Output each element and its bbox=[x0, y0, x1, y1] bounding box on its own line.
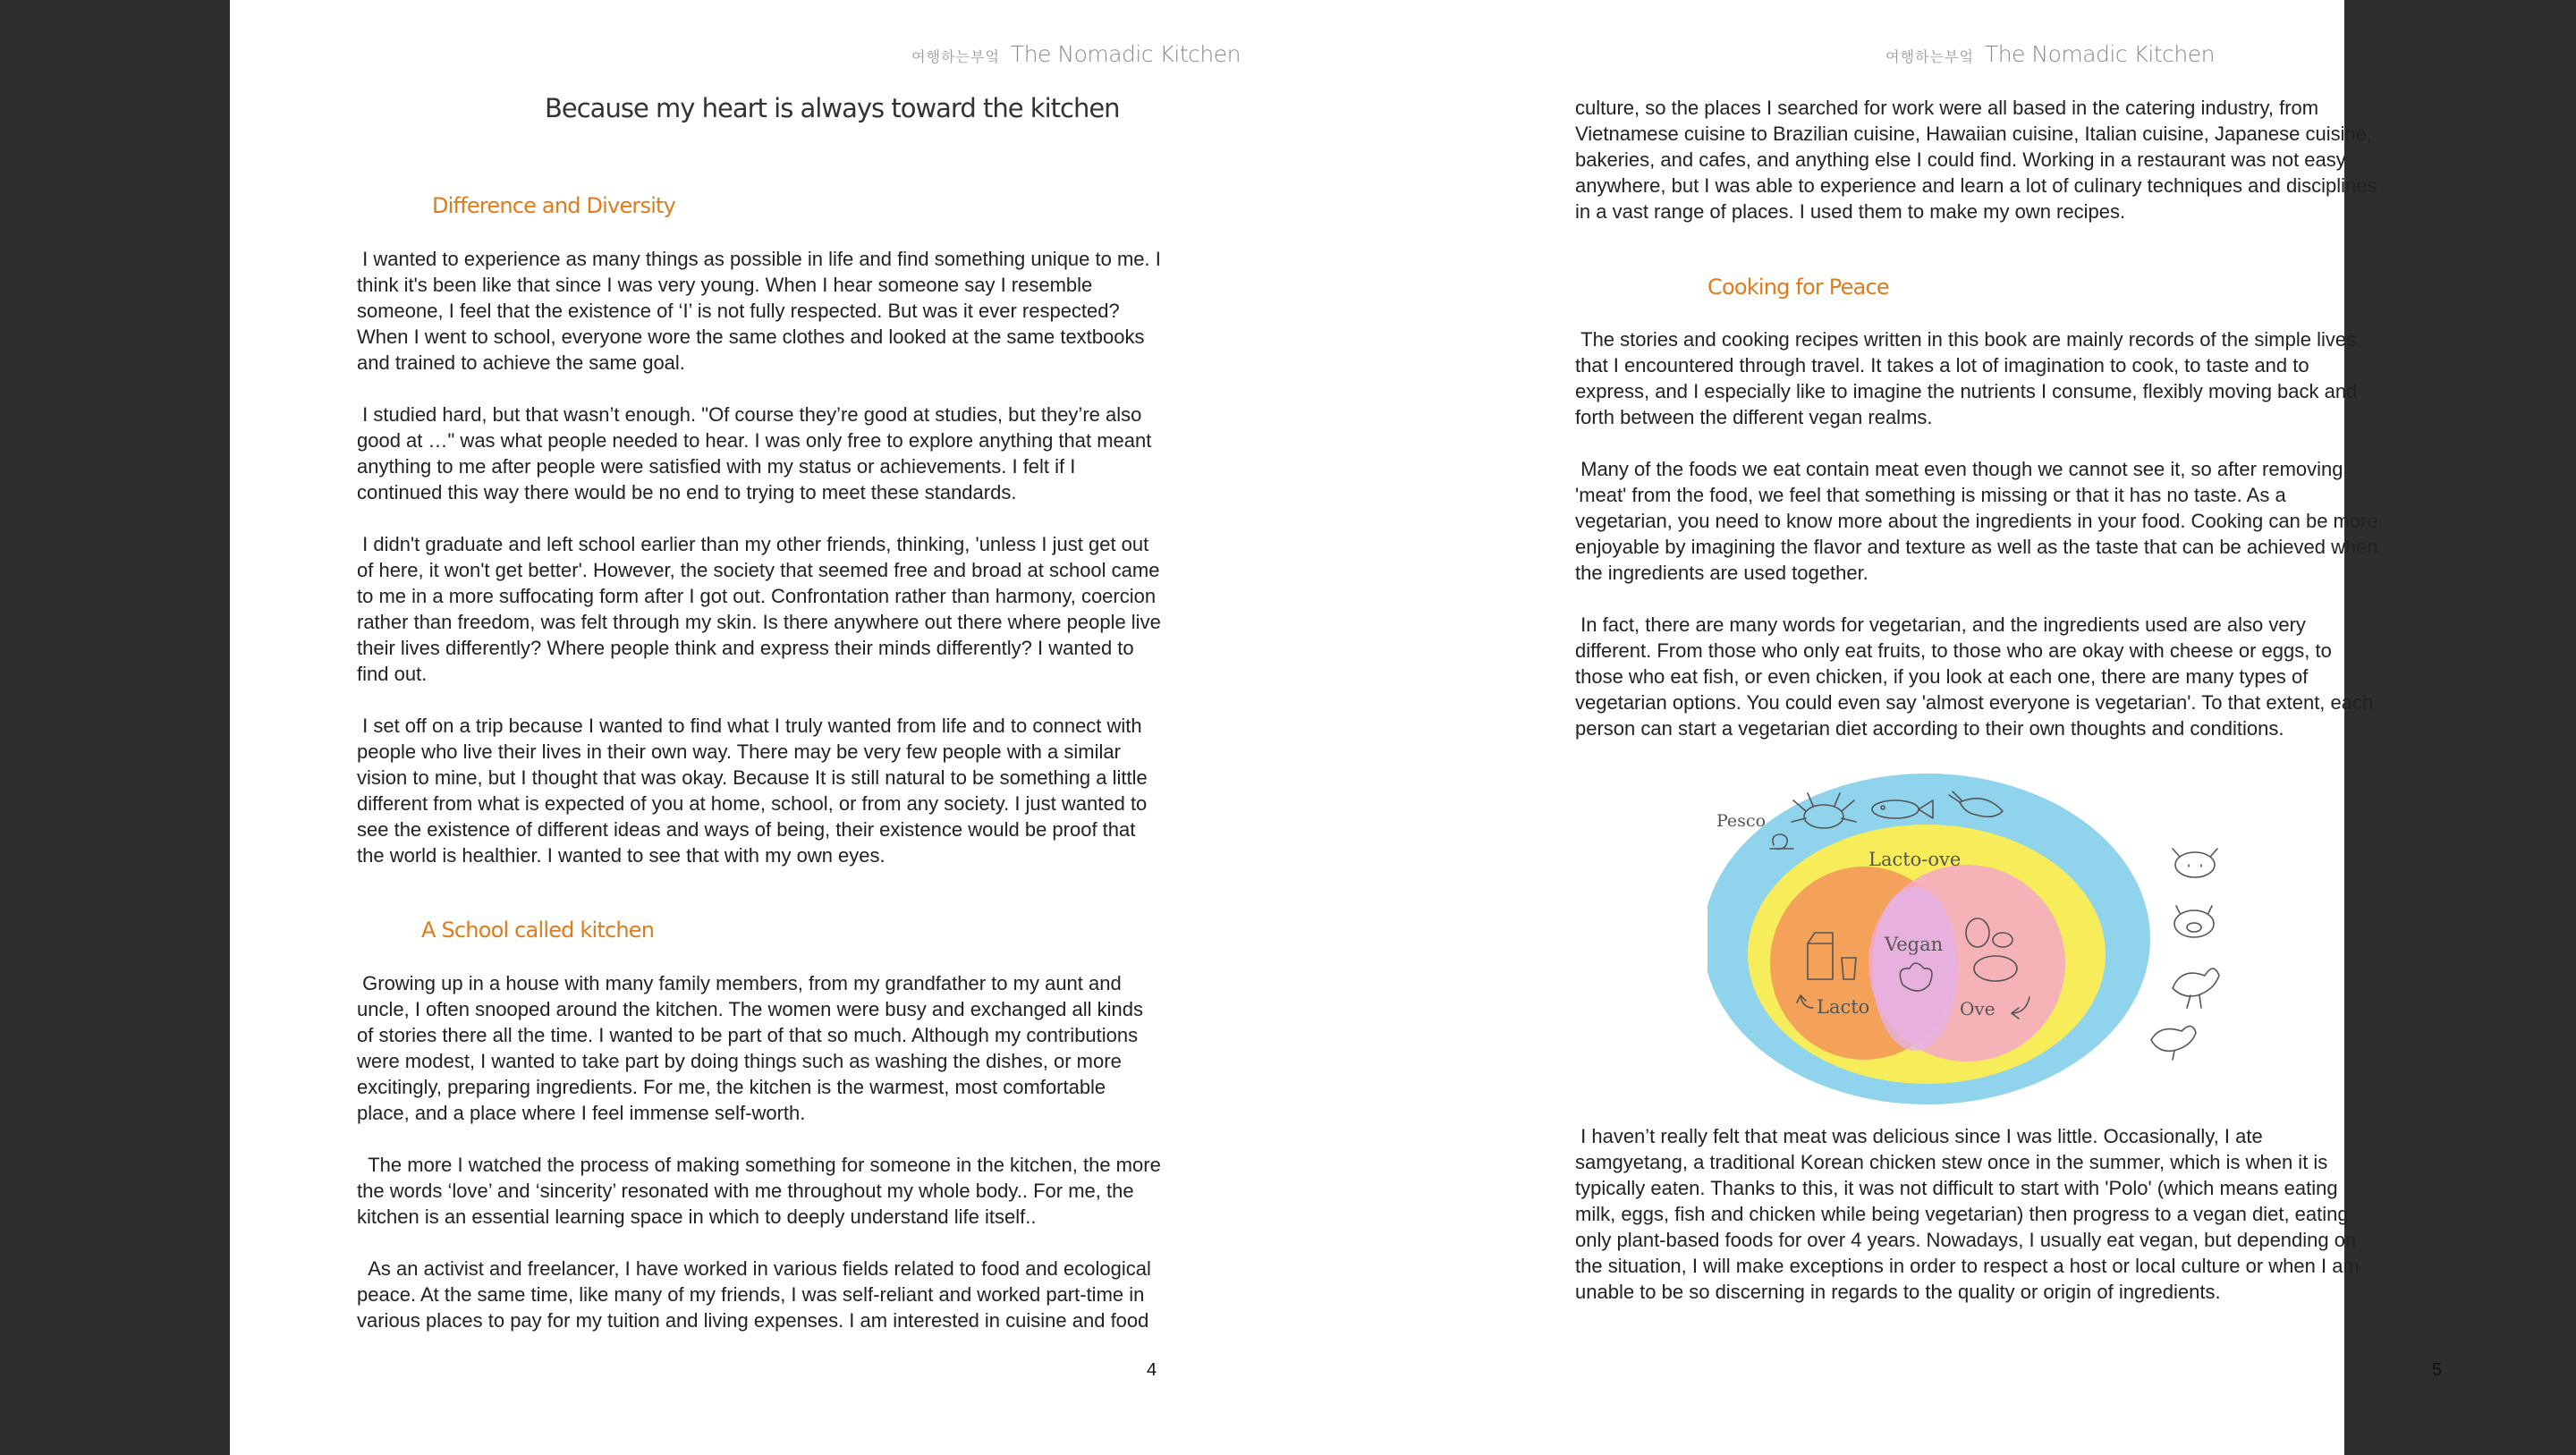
paragraph: The more I watched the process of making something for someone in the kitchen, the more the words ‘love’ and ‘sincerity’ resonated with me throughout my whole body.. For me, the kitchen is an essential learning space in which to deeply understand life itself.. bbox=[357, 1154, 1166, 1228]
section-heading-cooking: Cooking for Peace bbox=[1707, 275, 1889, 300]
paragraph: The stories and cooking recipes written in this book are mainly records of the simple lives that I encountered through travel. It takes a lot of imagination to cook, to taste and to express, and I especially like to imagine the nutrients I consume, flexibly moving back and forth between the different vegan realms. bbox=[1575, 328, 2363, 428]
section-school-body bbox=[357, 970, 1166, 1333]
left-running-header bbox=[911, 41, 1241, 67]
section-difference-body bbox=[357, 246, 1167, 868]
paragraph: I haven’t really felt that meat was delicious since I was little. Occasionally, I ate samgyetang, a traditional Korean chicken stew once in the summer, which is when it is typically eaten. Thanks to this, it was not difficult to start with 'Polo' (which means eating milk, eggs, fish and chicken while being vegetarian) then progress to a vegan diet, eating only plant-based foods for over 4 years. Nowadays, I usually eat vegan, but depending on the situation, I will make exceptions in order to respect a host or local culture or when I am unable to be so discerning in regards to the quality or origin of ingredients. bbox=[1575, 1125, 2365, 1303]
paragraph: I set off on a trip because I wanted to find what I truly wanted from life and to connect with people who live their lives in their own way. There may be very few people with a similar vision to mine, but I thought that was okay. Because It is still natural to be something a little different from what is expected of you at home, school, or from any society. I just wanted to see the existence of different ideas and ways of being, their existence would be proof that the world is healthier. I wanted to see that with my own eyes. bbox=[357, 715, 1153, 867]
diagram-label-lacto: Lacto bbox=[1817, 996, 1870, 1018]
book-title: The Nomadic Kitchen bbox=[1010, 41, 1241, 67]
page-number: 4 bbox=[1147, 1360, 1157, 1380]
chicken-icon bbox=[2173, 969, 2219, 1008]
paragraph: culture, so the places I searched for work were all based in the catering industry, from Vietnamese cuisine to Brazilian cuisine, Hawaiian cuisine, Italian cuisine, Japanese cuisine, bakeries, and cafes, and anything else I could find. Working in a restaurant was not easy anywhere, but I was able to experience and learn a lot of culinary techniques and disciplines in a vast range of places. I used them to make my own recipes. bbox=[1575, 97, 2383, 223]
chapter-title: Because my heart is always toward the kitchen bbox=[545, 93, 1120, 123]
section-cooking-body bbox=[1575, 326, 2384, 741]
paragraph: Growing up in a house with many family members, from my grandfather to my aunt and uncle, I often snooped around the kitchen. The women were busy and exchanged all kinds of stories there all the time. I wanted to be part of that so much. Although my contributions were modest, I wanted to take part by doing things such as washing the dishes, or more excitingly, preparing ingredients. For me, the kitchen is the warmest, most comfortable place, and a place where I feel immense self-worth. bbox=[357, 972, 1149, 1124]
paragraph: I wanted to experience as many things as possible in life and find something unique to me. I think it's been like that since I was very young. When I hear someone say I resemble someone, I feel that the existence of ‘I’ is not fully respected. But was it ever respected? When I went to school, everyone wore the same clothes and looked at the same textbooks and trained to achieve the same goal. bbox=[357, 248, 1167, 374]
book-spread bbox=[230, 0, 2443, 1455]
diagram-label-vegan: Vegan bbox=[1885, 934, 1944, 955]
paragraph: In fact, there are many words for vegetarian, and the ingredients used are also very different. From those who only eat fruits, to those who are okay with cheese or eggs, to those who eat fish, or even chicken, if you look at each one, there are many types of vegetarian options. You could even say 'almost everyone is vegetarian'. To that extent, each person can start a vegetarian diet according to their own thoughts and conditions. bbox=[1575, 613, 2379, 740]
vegan-overlap bbox=[1872, 886, 1958, 1051]
korean-subtitle: 여행하는부엌 bbox=[1885, 50, 1974, 65]
book-title: The Nomadic Kitchen bbox=[1984, 41, 2215, 67]
right-page bbox=[1287, 0, 2443, 1455]
paragraph: I didn't graduate and left school earlier than my other friends, thinking, 'unless I just get out of here, it won't get better'. However, the society that seemed free and broad at school came to me in a more suffocating form after I got out. Confrontation rather than harmony, coercion rather than freedom, was felt through my skin. Is there anywhere out there where people live their lives differently? Where people think and express their minds differently? I wanted to find out. bbox=[357, 533, 1166, 685]
section-heading-school: A School called kitchen bbox=[421, 918, 655, 943]
pig-icon bbox=[2174, 906, 2214, 937]
bird-icon bbox=[2151, 1026, 2196, 1060]
diagram-label-lacto-ove: Lacto-ove bbox=[1868, 849, 1962, 870]
vegetarian-diet-diagram bbox=[1707, 756, 2244, 1104]
cow-icon bbox=[2173, 849, 2217, 877]
paragraph: I studied hard, but that wasn’t enough. "Of course they’re good at studies, but they’re also good at …" was what people needed to hear. I was only free to explore anything that meant anything to me after people were satisfied with my status or achievements. I felt if I continued this way there would be no end to trying to meet these standards. bbox=[357, 403, 1157, 503]
closing-body bbox=[1575, 1123, 2380, 1305]
paragraph: Many of the foods we eat contain meat even though we cannot see it, so after removing 'meat' from the food, we feel that something is missing or that it has no taste. As a vegetarian, you need to know more about the ingredients in your food. Cooking can be more enjoyable by imagining the flavor and texture as well as the taste that can be achieved when the ingredients are used together. bbox=[1575, 458, 2384, 584]
continuation-body bbox=[1575, 95, 2383, 224]
diagram-label-pesco: Pesco bbox=[1716, 811, 1767, 831]
korean-subtitle: 여행하는부엌 bbox=[911, 50, 1000, 65]
diagram-label-ove: Ove bbox=[1960, 998, 1996, 1019]
paragraph: As an activist and freelancer, I have worked in various fields related to food and ecological peace. At the same time, like many of my friends, I was self-reliant and worked part-time in various places to pay for my tuition and living expenses. I am interested in cuisine and food bbox=[357, 1257, 1157, 1332]
left-page bbox=[230, 0, 1287, 1455]
right-running-header bbox=[1885, 41, 2215, 67]
page-number: 5 bbox=[2432, 1360, 2443, 1380]
section-heading-difference: Difference and Diversity bbox=[432, 193, 676, 218]
